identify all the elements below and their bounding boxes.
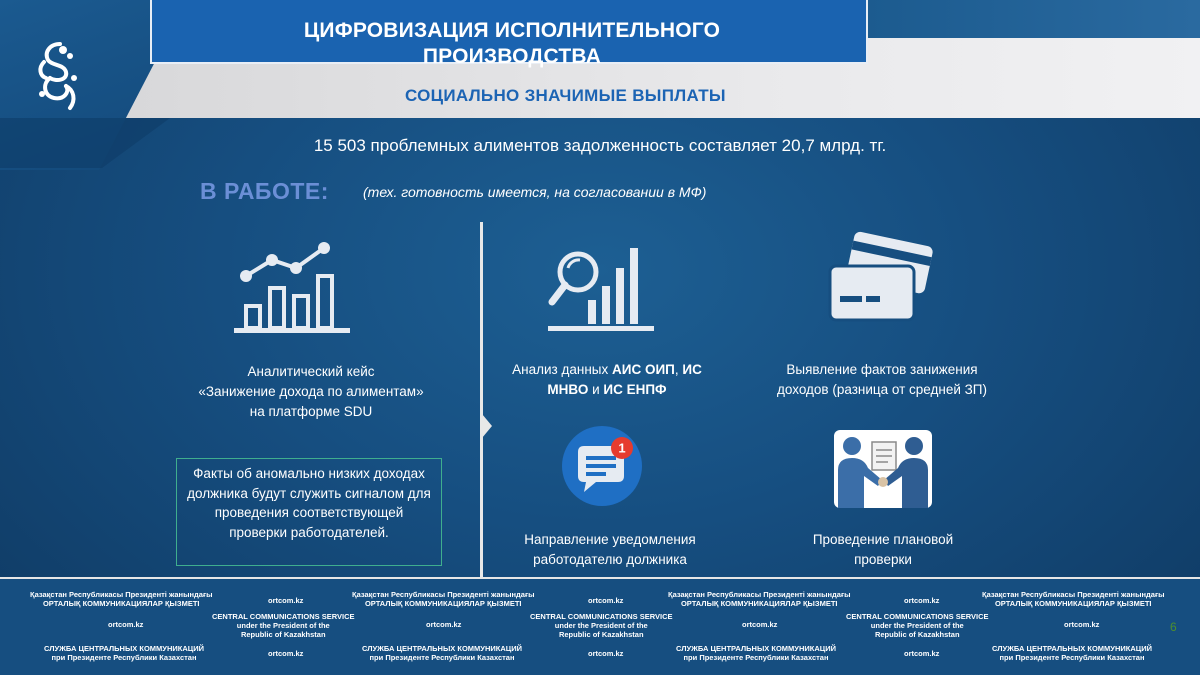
footer-line: under the President of the xyxy=(554,621,648,630)
footer-line: при Президенте Республики Казахстан xyxy=(683,653,829,662)
footer-en xyxy=(212,612,355,639)
footer-site: ortcom.kz xyxy=(426,620,462,629)
page-number: 6 xyxy=(1170,620,1177,634)
status-label: В РАБОТЕ: xyxy=(200,178,329,204)
footer-site: ortcom.kz xyxy=(904,649,940,658)
footer-line: СЛУЖБА ЦЕНТРАЛЬНЫХ КОММУНИКАЦИЙ xyxy=(44,644,205,653)
footer-line: ОРТАЛЫҚ КОММУНИКАЦИЯЛАР ҚЫЗМЕТІ xyxy=(680,599,838,608)
footer-line: при Президенте Республики Казахстан xyxy=(999,653,1145,662)
system-name: ИС МНВО xyxy=(547,362,702,397)
footer-line: Republic of Kazakhstan xyxy=(874,630,960,639)
footer-line: ОРТАЛЫҚ КОММУНИКАЦИЯЛАР ҚЫЗМЕТІ xyxy=(42,599,200,608)
footer xyxy=(0,577,1200,675)
footer-line: СЛУЖБА ЦЕНТРАЛЬНЫХ КОММУНИКАЦИЙ xyxy=(676,644,837,653)
footer-site: ortcom.kz xyxy=(1064,620,1100,629)
magnifier-bar-chart-icon xyxy=(548,242,656,332)
headline-stat: 15 503 проблемных алиментов задолженность составляет 20,7 млрд. тг. xyxy=(313,136,887,155)
footer-line: ОРТАЛЫҚ КОММУНИКАЦИЯЛАР ҚЫЗМЕТІ xyxy=(994,599,1152,608)
separator: , xyxy=(674,362,683,377)
footer-site: ortcom.kz xyxy=(268,649,304,658)
caption-line: на платформе SDU xyxy=(249,404,373,419)
footer-ru xyxy=(992,644,1152,662)
footer-line: Қазақстан Республикасы Президенті жанындағы xyxy=(352,590,535,599)
footer-site: ortcom.kz xyxy=(588,649,624,658)
footer-site: ortcom.kz xyxy=(742,620,778,629)
separator: и xyxy=(588,382,604,397)
footer-line: CENTRAL COMMUNICATIONS SERVICE xyxy=(530,612,673,621)
footer-line: Қазақстан Республикасы Президенті жанындағы xyxy=(982,590,1165,599)
page-subtitle: СОЦИАЛЬНО ЗНАЧИМЫЕ ВЫПЛАТЫ xyxy=(405,86,726,105)
footer-line: СЛУЖБА ЦЕНТРАЛЬНЫХ КОММУНИКАЦИЙ xyxy=(362,644,523,653)
chat-notification-icon xyxy=(560,424,644,508)
header-band-right xyxy=(868,0,1200,38)
notification-badge-count: 1 xyxy=(618,440,626,456)
footer-kz xyxy=(30,590,212,608)
footer-line: Қазақстан Республикасы Президенті жанындағы xyxy=(668,590,851,599)
footer-site: ortcom.kz xyxy=(268,596,304,605)
signal-note-box: Факты об аномально низких доходах должника будут служить сигналом для проведения соответствующей проверки работодателей. xyxy=(176,458,442,566)
analytic-case-caption xyxy=(180,362,442,422)
footer-kz xyxy=(352,590,534,608)
detection-caption: Выявление фактов занижения доходов (разница от средней ЗП) xyxy=(777,362,987,397)
footer-line: CENTRAL COMMUNICATIONS SERVICE xyxy=(846,612,989,621)
footer-line: ОРТАЛЫҚ КОММУНИКАЦИЯЛАР ҚЫЗМЕТІ xyxy=(364,599,522,608)
system-name: ИС ЕНПФ xyxy=(603,382,667,397)
status-note: (тех. готовность имеется, на согласовании в МФ) xyxy=(363,184,707,200)
footer-site: ortcom.kz xyxy=(588,596,624,605)
analysis-prefix: Анализ данных xyxy=(512,362,612,377)
inspection-caption: Проведение плановой проверки xyxy=(812,532,954,567)
footer-line: CENTRAL COMMUNICATIONS SERVICE xyxy=(212,612,355,621)
footer-kz xyxy=(982,590,1164,608)
caption-line: «Занижение дохода по алиментам» xyxy=(198,384,424,399)
footer-site: ortcom.kz xyxy=(904,596,940,605)
footer-line: при Президенте Республики Казахстан xyxy=(369,653,515,662)
footer-line: при Президенте Республики Казахстан xyxy=(51,653,197,662)
growth-chart-icon xyxy=(232,240,354,334)
caption-line: Аналитический кейс xyxy=(247,364,375,379)
footer-en xyxy=(530,612,673,639)
footer-line: СЛУЖБА ЦЕНТРАЛЬНЫХ КОММУНИКАЦИЙ xyxy=(992,644,1153,653)
footer-line: Republic of Kazakhstan xyxy=(240,630,326,639)
footer-en xyxy=(846,612,989,639)
snow-leopard-logo-icon xyxy=(30,38,86,114)
business-handshake-icon xyxy=(834,430,932,508)
footer-line: under the President of the xyxy=(870,621,964,630)
footer-line: Republic of Kazakhstan xyxy=(558,630,644,639)
system-name: АИС ОИП xyxy=(612,362,675,377)
title-box xyxy=(150,0,868,68)
footer-site: ortcom.kz xyxy=(108,620,144,629)
footer-ru xyxy=(362,644,522,662)
analysis-caption xyxy=(492,360,722,400)
page-title: ЦИФРОВИЗАЦИЯ ИСПОЛНИТЕЛЬНОГО ПРОИЗВОДСТВА xyxy=(303,19,721,68)
notification-caption: Направление уведомления работодателю должника xyxy=(524,532,696,567)
footer-ru xyxy=(676,644,836,662)
footer-kz xyxy=(668,590,850,608)
divider-arrow xyxy=(482,414,492,438)
footer-line: Қазақстан Республикасы Президенті жанындағы xyxy=(30,590,213,599)
footer-ru xyxy=(44,644,204,662)
footer-line: under the President of the xyxy=(236,621,330,630)
credit-cards-icon xyxy=(826,230,934,324)
